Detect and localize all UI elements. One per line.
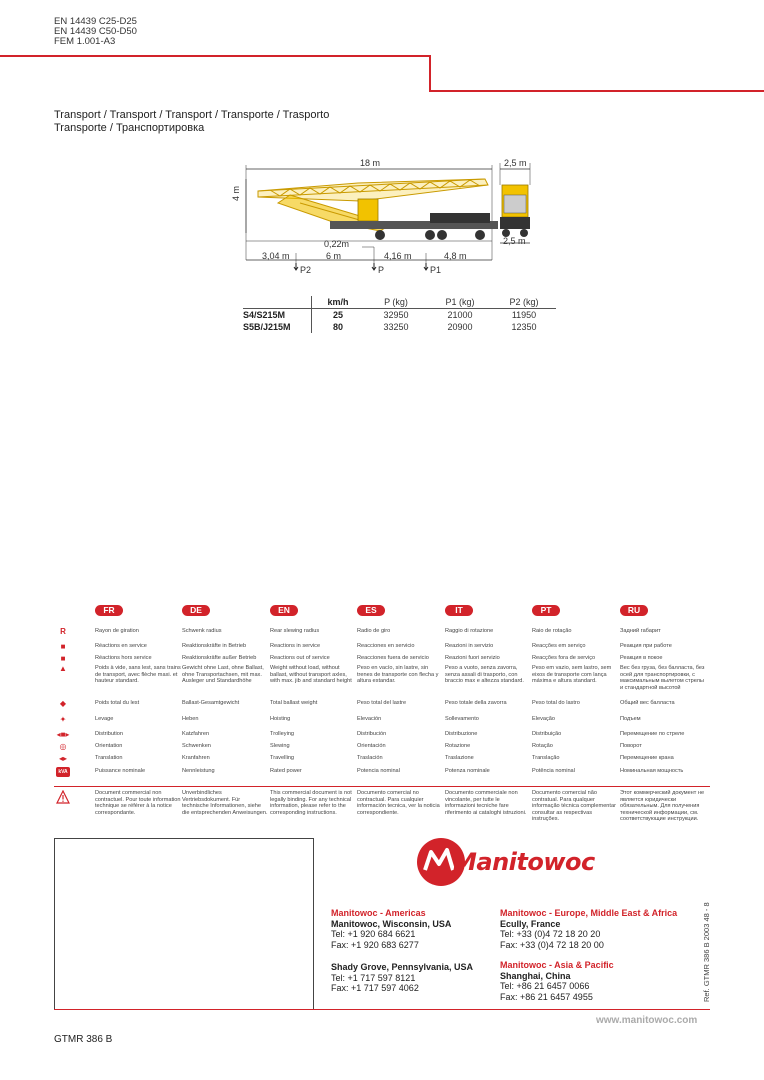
table-header: P (kg) <box>384 297 408 307</box>
legend-cell: Reacciones en servicio <box>357 643 415 649</box>
legend-cell: Hoisting <box>270 716 291 722</box>
legend-cell: Distribuzione <box>445 731 478 737</box>
legend-cell: Reazioni fuori servizio <box>445 655 500 661</box>
legend-cell: Peso em vazio, sem lastro, sem eixos de transporte com lança máxima e altura standard. <box>532 665 612 685</box>
contact-shady-grove: Shady Grove, Pennsylvania, USA Tel: +1 717 597 8121 Fax: +1 717 597 4062 <box>331 962 474 993</box>
crane-transport-drawing <box>230 155 550 280</box>
load-label-p: P <box>378 265 385 275</box>
header-rule-step <box>429 55 431 91</box>
lang-badge-fr: FR <box>95 605 123 616</box>
legend-cell: Travelling <box>270 755 295 761</box>
legend-cell: Reacções fora de serviço <box>532 655 596 661</box>
legend-cell: Slewing <box>270 743 290 749</box>
legend-cell: Реакция в покое <box>620 655 663 661</box>
reactions-out-icon: ■ <box>60 654 66 663</box>
standard-line: EN 14439 C25-D25 <box>54 16 137 27</box>
front-view <box>500 185 530 237</box>
reference-code: Ref. GTMR 386 B 2003 48 - 8 <box>702 902 711 1002</box>
document-code: GTMR 386 B <box>54 1034 113 1045</box>
disclaimer-cell: Documento comercial não contratual. Para qualquer informação técnica complementar consultar as respectivas instruções. <box>532 790 616 823</box>
hoisting-icon: ✦ <box>59 715 67 724</box>
legend-cell: Traslación <box>357 755 383 761</box>
disclaimer-cell: Documento commerciale non vincolante, per tutte le informazioni tecniche fare riferimento ai cataloghi istruzioni. <box>445 790 527 816</box>
legend-cell: Reacciones fuera de servicio <box>357 655 429 661</box>
lang-badge-es: ES <box>357 605 385 616</box>
legend-cell: Reactions in service <box>270 643 321 649</box>
disclaimer-cell: This commercial document is not legally binding. For any technical information, please refer to the corresponding instructions. <box>270 790 352 816</box>
legend-cell: Réactions en service <box>95 643 147 649</box>
standard-line: FEM 1.001-A3 <box>54 36 116 47</box>
slewing-icon: ◎ <box>59 742 67 751</box>
legend-cell: Kranfahren <box>182 755 210 761</box>
ballast-icon: ◆ <box>59 699 67 708</box>
legend-cell: Gewicht ohne Last, ohne Ballast, ohne Transportachsen, mit max. Ausleger und Standardhöhe <box>182 665 264 685</box>
legend-cell: Total ballast weight <box>270 700 318 706</box>
legend-cell: Nennleistung <box>182 768 215 774</box>
section-title <box>54 109 329 135</box>
legend-cell: Traslazione <box>445 755 474 761</box>
legend-cell: Подъем <box>620 716 641 722</box>
legend-cell: Номинальная мощность <box>620 768 684 774</box>
legend-cell: Rotazione <box>445 743 471 749</box>
cab-block <box>358 199 378 221</box>
weight-icon: ▲ <box>59 664 67 673</box>
dim-segment-3: 4,16 m <box>384 251 412 261</box>
legend-cell: Puissance nominale <box>95 768 146 774</box>
legend-cell: Peso total do lastro <box>532 700 580 706</box>
legend-cell: Weight without load, without ballast, without transport axles, with max. jib and standard height <box>270 665 352 685</box>
section-title-line2: Transporte / Транспортировка <box>54 122 205 134</box>
dim-overall-length: 18 m <box>360 158 381 168</box>
legend-cell: Реакция при работе <box>620 643 672 649</box>
legend-cell: Rear slewing radius <box>270 628 320 634</box>
table-header: P1 (kg) <box>445 297 475 307</box>
legend-cell: Orientación <box>357 743 386 749</box>
radius-icon: R <box>60 627 66 636</box>
legend-cell: Reaktionskräfte außer Betrieb <box>182 655 257 661</box>
disclaimer-cell: Document commercial non contractuel. Pour toute information technique se référer à la notice correspondante. <box>95 790 181 816</box>
website-link[interactable]: www.manitowoc.com <box>596 1015 698 1026</box>
legend-cell: Poids à vide, sans lest, sans trains de transport, avec flèche maxi. et hauteur standard. <box>95 665 181 685</box>
legend-cell: Radio de giro <box>357 628 391 634</box>
table-row: S5B/J215M 80 33250 20900 12350 <box>243 322 537 332</box>
legend-cell: Rayon de giration <box>95 628 139 634</box>
legend-cell: Orientation <box>95 743 123 749</box>
legend-cell: Ballast-Gesamtgewicht <box>182 700 240 706</box>
legend-cell: Общий вес балласта <box>620 700 675 706</box>
disclaimer-cell: Этот коммерческий документ не является юридически обязательным. Для получения технической информации, см. соответствующие инструкции. <box>620 790 705 823</box>
disclaimer-cell: Unverbindliches Vertriebsdokument. Für technische Informationen, siehe die entsprechenden Anweisungen. <box>182 790 268 816</box>
header-rule-right <box>429 90 764 92</box>
lang-badge-de: DE <box>182 605 210 616</box>
legend-cell: Poids total du lest <box>95 700 140 706</box>
legend-cell: Raggio di rotazione <box>445 628 494 634</box>
legend-cell: Reacções em serviço <box>532 643 586 649</box>
transport-table <box>243 296 556 333</box>
legend-cell: Поворот <box>620 743 642 749</box>
dim-segment-2: 6 m <box>326 251 342 261</box>
legend-cell: Elevación <box>357 716 382 722</box>
footer-rule <box>54 1009 710 1010</box>
legend-cell: Rotação <box>532 743 553 749</box>
legend-cell: Reaktionskräfte in Betrieb <box>182 643 247 649</box>
legend-cell: Rated power <box>270 768 302 774</box>
table-row: S4/S215M 25 32950 21000 11950 <box>243 310 537 320</box>
load-label-p1: P1 <box>430 265 442 275</box>
legend-cell: Reazioni in servizio <box>445 643 494 649</box>
legend-cell: Distribution <box>95 731 123 737</box>
dim-width-bottom: 2,5 m <box>503 236 526 246</box>
legend-cell: Distribución <box>357 731 387 737</box>
logo-text: Manitowoc <box>453 848 595 876</box>
legend-cell: Peso en vacío, sin lastre, sin trenes de transporte con flecha y altura estandar. <box>357 665 439 685</box>
legend-cell: Katzfahren <box>182 731 210 737</box>
legend-cell: Distribuição <box>532 731 562 737</box>
legend-cell: Schwenken <box>182 743 211 749</box>
legend-cell: Задний габарит <box>620 628 661 634</box>
legend-cell: Translation <box>95 755 123 761</box>
header-rule-left <box>0 55 430 57</box>
reactions-service-icon: ■ <box>60 642 66 651</box>
legend-cell: Potência nominal <box>532 768 575 774</box>
lang-badge-ru: RU <box>620 605 648 616</box>
section-title-line1: Transport / Transport / Transport / Transporte / Trasporto <box>54 109 330 121</box>
contact-asia: Manitowoc - Asia & Pacific Shanghai, China Tel: +86 21 6457 0066 Fax: +86 21 6457 4955 <box>500 960 614 1002</box>
legend-cell: Translação <box>532 755 560 761</box>
table-header: km/h <box>312 296 365 309</box>
transport-table-wrap <box>243 296 556 333</box>
legend-cell: Перемещение по стреле <box>620 731 685 737</box>
disclaimer-rule <box>54 786 710 787</box>
lang-badge-it: IT <box>445 605 473 616</box>
legend-cell: Potencia nominal <box>357 768 400 774</box>
legend-cell: Heben <box>182 716 199 722</box>
load-label-p2: P2 <box>300 265 312 275</box>
legend-cell: Schwenk radius <box>182 628 222 634</box>
contact-americas: Manitowoc - Americas Manitowoc, Wisconsin, USA Tel: +1 920 684 6621 Fax: +1 920 683 6277 <box>331 908 452 950</box>
power-icon: kVA <box>56 767 70 777</box>
legend-cell: Peso a vuoto, senza zavorra, senza assali di trasporto, con braccio max e altezza standard. <box>445 665 524 685</box>
travelling-icon: ◂▸ <box>58 754 68 763</box>
legend-cell: Вес без груза, без балласта, без осей для транспортировки, с максимальным вылетом стрелы и стандартной высотой <box>620 665 705 691</box>
transport-diagram <box>230 155 550 280</box>
warning-icon <box>56 790 70 804</box>
legend-cell: Potenza nominale <box>445 768 490 774</box>
contact-europe: Manitowoc - Europe, Middle East & Africa Ecully, France Tel: +33 (0)4 72 18 20 20 Fax: +33 (0)4 72 18 20 00 <box>500 908 678 950</box>
dim-width-top: 2,5 m <box>504 158 527 168</box>
dim-segment-4: 4,8 m <box>444 251 467 261</box>
lang-badge-en: EN <box>270 605 298 616</box>
manitowoc-logo <box>415 836 605 888</box>
truck-cab <box>430 213 490 223</box>
legend-cell: Raio de rotação <box>532 628 572 634</box>
dim-height: 4 m <box>231 185 241 201</box>
standards-block <box>54 17 137 47</box>
lang-badge-pt: PT <box>532 605 560 616</box>
legend-cell: Перемещение крана <box>620 755 674 761</box>
legend-cell: Sollevamento <box>445 716 479 722</box>
table-header: P2 (kg) <box>509 297 539 307</box>
legend-cell: Elevação <box>532 716 556 722</box>
legend-cell: Peso total del lastre <box>357 700 407 706</box>
address-box <box>54 838 314 1010</box>
legend-cell: Reactions out of service <box>270 655 330 661</box>
legend-cell: Levage <box>95 716 114 722</box>
dim-segment-1: 3,04 m <box>262 251 290 261</box>
standard-line: EN 14439 C50-D50 <box>54 26 137 37</box>
legend-cell: Trolleying <box>270 731 295 737</box>
legend-cell: Peso totale della zavorra <box>445 700 507 706</box>
disclaimer-cell: Documento comercial no contractual. Para cualquier información tecnica, ver la noticia correspondiente. <box>357 790 440 816</box>
trolleying-icon: ◂■▸ <box>56 730 70 739</box>
dim-offset: 0,22m <box>324 239 350 249</box>
legend-cell: Réactions hors service <box>95 655 152 661</box>
table-header <box>243 296 312 309</box>
